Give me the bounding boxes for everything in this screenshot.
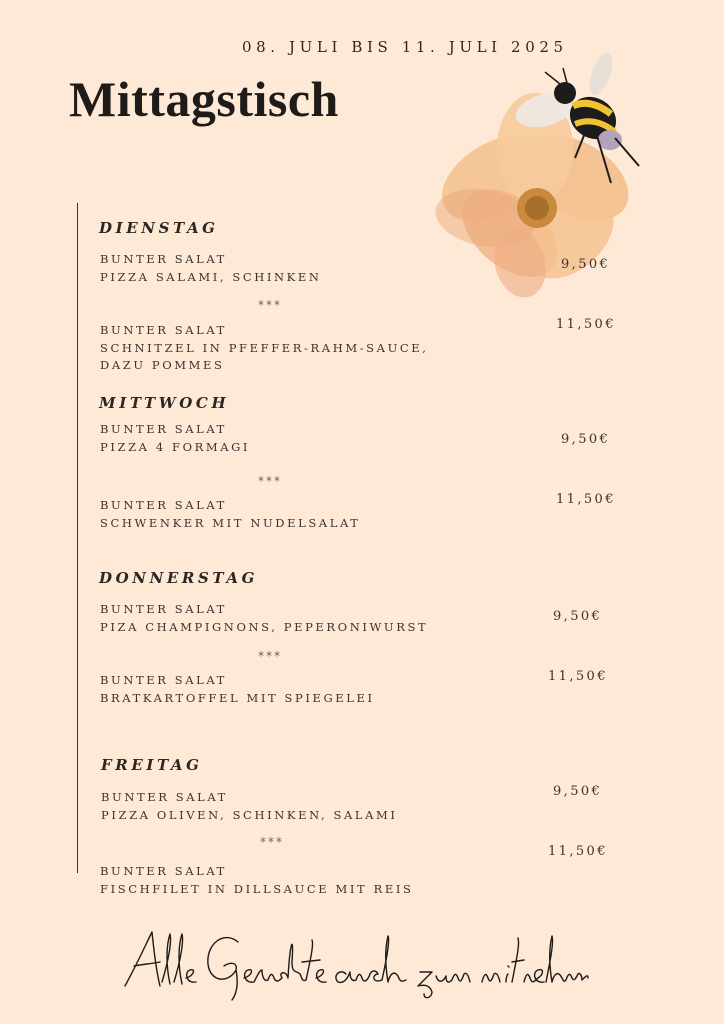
dish-item — [100, 322, 429, 375]
dish-line: BUNTER SALAT — [101, 790, 228, 804]
dish-price: 9,50€ — [561, 257, 611, 272]
day-heading-donnerstag: DONNERSTAG — [99, 569, 259, 587]
dish-item — [101, 789, 398, 824]
dish-line: PIZA CHAMPIGNONS, PEPERONIWURST — [100, 619, 429, 634]
dish-item — [100, 601, 428, 636]
dish-line: BUNTER SALAT — [100, 864, 227, 878]
page-title: Mittagstisch — [69, 71, 339, 127]
day-heading-mittwoch: MITTWOCH — [99, 394, 230, 412]
dish-line: BUNTER SALAT — [100, 602, 227, 616]
dish-line: BUNTER SALAT — [100, 252, 227, 266]
dish-price: 11,50€ — [556, 317, 616, 332]
dish-line: PIZZA 4 FORMAGI — [100, 439, 251, 454]
dish-line: BUNTER SALAT — [100, 498, 227, 512]
day-heading-freitag: FREITAG — [101, 756, 203, 774]
dish-item — [100, 672, 375, 707]
dish-item — [100, 863, 413, 898]
dish-price: 9,50€ — [553, 609, 603, 624]
dish-line: FISCHFILET IN DILLSAUCE MIT REIS — [100, 881, 414, 896]
vertical-divider — [77, 203, 78, 873]
dish-price: 9,50€ — [561, 432, 611, 447]
dish-line: PIZZA SALAMI, SCHINKEN — [100, 269, 322, 284]
dish-separator: *** — [258, 298, 282, 312]
dish-price: 11,50€ — [548, 844, 608, 859]
dish-price: 11,50€ — [556, 492, 616, 507]
handwritten-footer-script — [120, 922, 590, 1002]
dish-line: BUNTER SALAT — [100, 323, 227, 337]
dish-separator: *** — [260, 835, 284, 849]
dish-item — [100, 497, 361, 532]
dish-separator: *** — [258, 649, 282, 663]
dish-price: 9,50€ — [553, 784, 603, 799]
dish-line: BRATKARTOFFEL MIT SPIEGELEI — [100, 690, 375, 705]
dish-line: PIZZA OLIVEN, SCHINKEN, SALAMI — [101, 807, 398, 822]
dish-line: SCHNITZEL IN PFEFFER-RAHM-SAUCE, — [100, 340, 429, 355]
dish-item — [100, 251, 322, 286]
dish-line: DAZU POMMES — [100, 358, 225, 372]
dish-line: BUNTER SALAT — [100, 673, 227, 687]
dish-separator: *** — [258, 474, 282, 488]
bee-on-flower-icon — [425, 48, 645, 308]
day-heading-dienstag: DIENSTAG — [99, 219, 219, 237]
dish-item — [100, 421, 250, 456]
dish-line: BUNTER SALAT — [100, 422, 227, 436]
dish-line: SCHWENKER MIT NUDELSALAT — [100, 515, 361, 530]
date-range: 08. JULI BIS 11. JULI 2025 — [242, 38, 568, 56]
dish-price: 11,50€ — [548, 669, 608, 684]
